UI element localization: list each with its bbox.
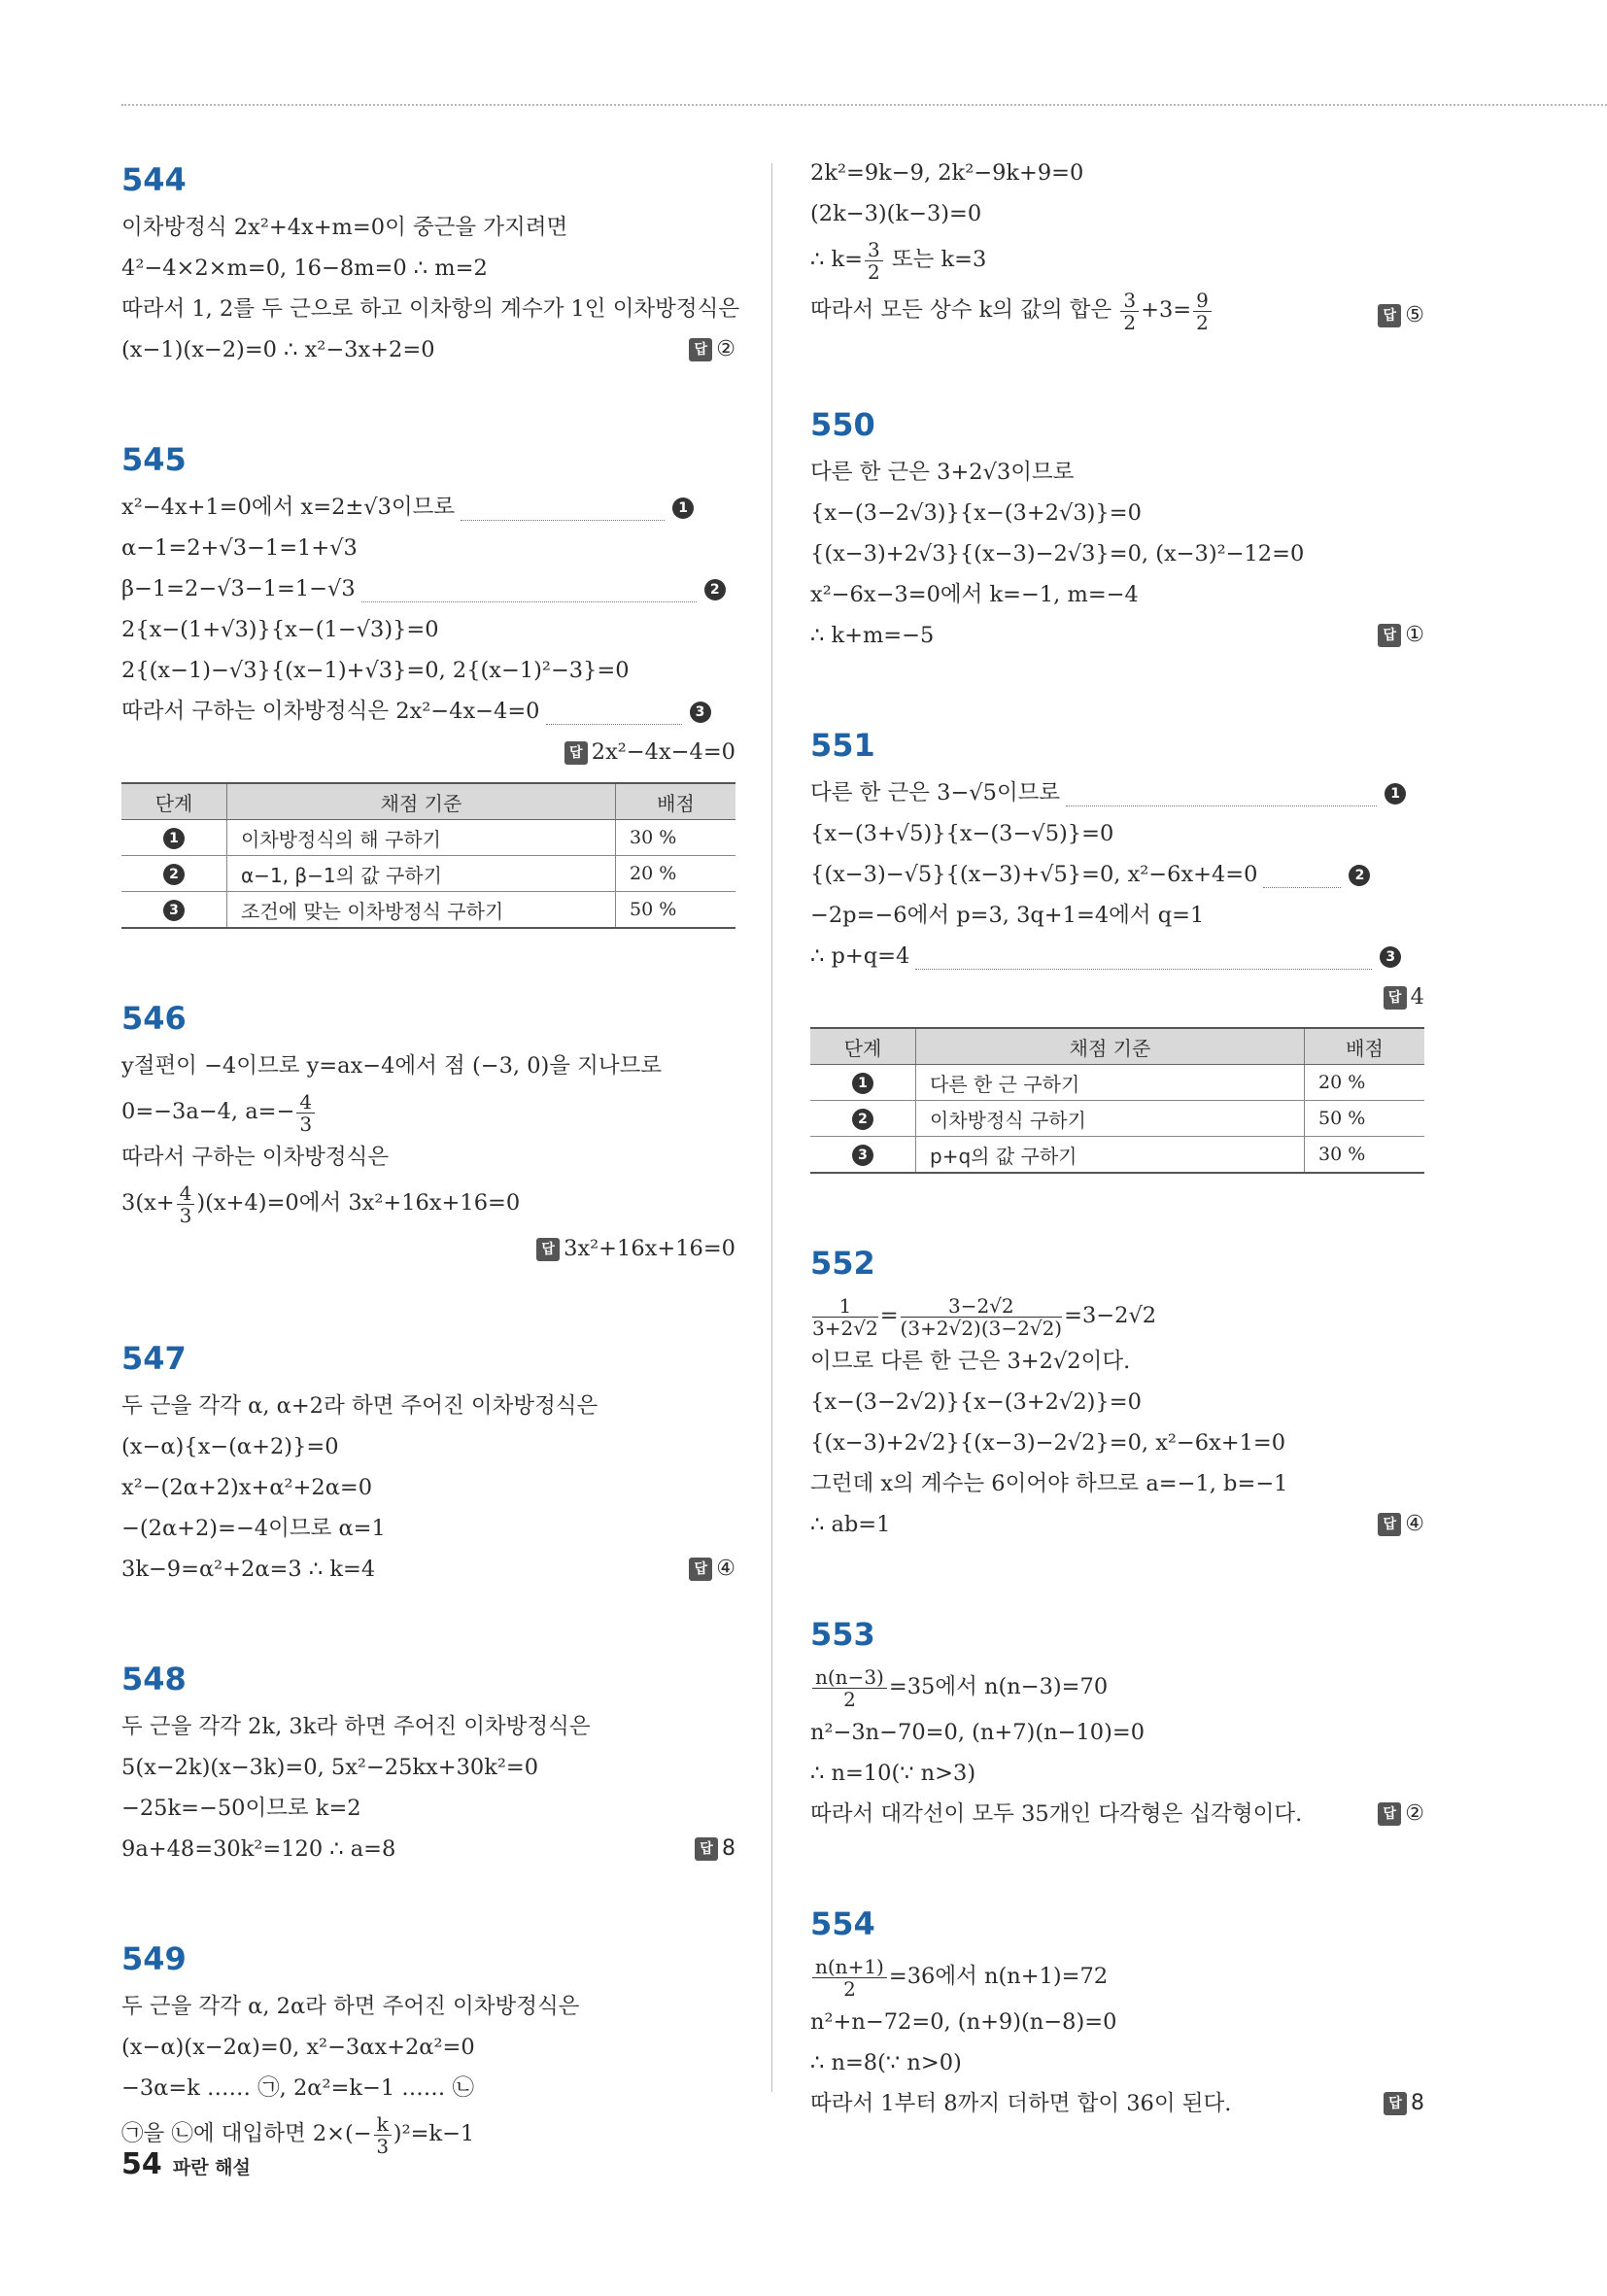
problem-number: 550: [810, 406, 875, 443]
answer-value: ②: [716, 337, 735, 361]
solution-line: {(x−3)+2√2}{(x−3)−2√2}=0, x²−6x+1=0: [810, 1430, 1286, 1456]
step-cell: [121, 892, 227, 929]
problem-546: [121, 999, 735, 1269]
solution-line: [810, 1951, 1424, 2002]
step-marker: 2: [852, 1109, 873, 1130]
solution-line: $\frac{1}{3+2√2}$ = $\frac{3-2√2}{(3+2√2)(3-2√2)}$ =3−2√2: [812, 1293, 1157, 1340]
answer-badge: 답: [1378, 1513, 1401, 1536]
solution-line: (2k−3)(k−3)=0: [810, 201, 982, 226]
step-marker: 3: [1380, 946, 1401, 968]
solution-line: n²−3n−70=0, (n+7)(n−10)=0: [810, 1720, 1145, 1745]
step-marker: 3: [852, 1145, 873, 1166]
column-header: 배점: [1305, 1028, 1425, 1065]
solution-line: 4²−4×2×m=0, 16−8m=0 ∴ m=2: [121, 256, 488, 281]
numerator: 3−2√2: [901, 1295, 1063, 1318]
problem-553: [810, 1615, 1424, 1834]
solution-line: ∴ n=10(∵ n>3): [810, 1761, 976, 1786]
solution-text: (x−1)(x−2)=0 ∴ x²−3x+2=0: [121, 337, 435, 362]
column-header: 배점: [616, 783, 736, 820]
solution-line: 2k²=9k−9, 2k²−9k+9=0: [810, 160, 1084, 186]
answer: [1378, 615, 1424, 656]
answer: [1378, 1504, 1424, 1545]
answer-badge: 답: [1384, 2092, 1407, 2115]
leader-dots: [1263, 887, 1341, 888]
table-row: [810, 1065, 1424, 1101]
table-header-row: [121, 783, 735, 820]
solution-text: =3−2√2: [1064, 1303, 1157, 1328]
solution-text: ∴ k=: [810, 247, 863, 272]
solution-line: y절편이 −4이므로 y=ax−4에서 점 (−3, 0)을 지나므로: [121, 1053, 663, 1079]
solution-line: [810, 854, 1424, 895]
denominator: 2: [1196, 310, 1209, 334]
answer-value: 2x²−4x−4=0: [591, 739, 735, 765]
page-number: 54: [121, 2147, 162, 2181]
answer-value: ②: [1405, 1801, 1424, 1826]
solution-text: 또는 k=3: [884, 247, 987, 272]
problem-number: 552: [810, 1245, 875, 1282]
table-row: [121, 856, 735, 892]
problem-number: 546: [121, 1000, 187, 1037]
solution-line: 따라서 구하는 이차방정식은: [121, 1145, 390, 1170]
criterion-cell: 이차방정식 구하기: [916, 1101, 1305, 1137]
leader-dots: [461, 520, 665, 521]
table-row: [810, 1101, 1424, 1137]
answer-badge: 답: [689, 338, 712, 361]
solution-line: [121, 1549, 735, 1590]
solution-line: 이차방정식 2x²+4x+m=0이 중근을 가지려면: [121, 215, 568, 240]
score-cell: 30 %: [1305, 1137, 1425, 1174]
solution-line: 2{x−(1+√3)}{x−(1−√3)}=0: [121, 617, 439, 642]
step-marker: 1: [672, 497, 694, 519]
problem-552: [810, 1244, 1424, 1545]
solution-line: 따라서 1, 2를 두 근으로 하고 이차항의 계수가 1인 이차방정식은: [121, 296, 740, 322]
solution-line: [810, 234, 1424, 285]
solution-line: 이므로 다른 한 근은 3+2√2이다.: [810, 1349, 1131, 1374]
denominator: 2: [843, 1687, 856, 1711]
fraction: [1120, 290, 1139, 333]
score-cell: 20 %: [1305, 1065, 1425, 1101]
numerator: 4: [177, 1182, 195, 1205]
solution-line: 그런데 x의 계수는 6이어야 하므로 a=−1, b=−1: [810, 1471, 1288, 1496]
problem-550: [810, 405, 1424, 656]
solution-line: [810, 615, 1424, 656]
numerator: 9: [1193, 290, 1212, 312]
solution-line: [121, 487, 735, 528]
solution-line: [121, 568, 735, 609]
numerator: n(n−3): [812, 1666, 887, 1689]
answer-value: 8: [722, 1836, 735, 1861]
denominator: 3+2√2: [812, 1316, 878, 1340]
solution-line: [810, 2083, 1424, 2124]
problem-number: 554: [810, 1905, 875, 1942]
problem-number: 547: [121, 1340, 187, 1377]
table-row: [121, 820, 735, 856]
fraction: [374, 2113, 392, 2157]
step-marker: 2: [1349, 865, 1370, 886]
solution-text: =36에서 n(n+1)=72: [888, 1964, 1109, 1989]
solution-text: 9a+48=30k²=120 ∴ a=8: [121, 1836, 396, 1862]
answer: [1378, 291, 1424, 341]
answer-badge: 답: [564, 741, 588, 765]
table-header-row: [810, 1028, 1424, 1065]
step-cell: [810, 1065, 916, 1101]
numerator: 3: [865, 239, 883, 261]
problem-number: 544: [121, 161, 187, 198]
problem-number: 548: [121, 1661, 187, 1697]
answer-badge: 답: [1384, 986, 1407, 1010]
answer: [810, 977, 1424, 1017]
solution-line: −2p=−6에서 p=3, 3q+1=4에서 q=1: [810, 903, 1205, 928]
step-marker: 1: [1385, 783, 1406, 805]
denominator: 3: [376, 2134, 390, 2158]
solution-text: 따라서 모든 상수 k의 값의 합은: [810, 297, 1119, 323]
numerator: 4: [296, 1091, 315, 1114]
answer-badge: 답: [689, 1558, 712, 1581]
solution-line: [810, 772, 1424, 813]
solution-line: (x−α)(x−2α)=0, x²−3αx+2α²=0: [121, 2035, 475, 2060]
problem-number: 549: [121, 1940, 187, 1977]
answer-value: 4: [1410, 984, 1424, 1010]
step-marker: 2: [704, 579, 726, 600]
answer: [121, 732, 735, 772]
solution-text: 0=−3a−4, a=−: [121, 1099, 295, 1124]
numerator: k: [374, 2113, 392, 2136]
answer: [689, 329, 735, 370]
score-cell: 30 %: [616, 820, 736, 856]
solution-line: −25k=−50이므로 k=2: [121, 1796, 361, 1821]
solution-text: =35에서 n(n−3)=70: [888, 1674, 1109, 1699]
step-cell: [121, 820, 227, 856]
page-footer: [121, 2147, 251, 2181]
solution-line: {(x−3)+2√3}{(x−3)−2√3}=0, (x−3)²−12=0: [810, 541, 1305, 566]
problem-547: [121, 1339, 735, 1590]
step-cell: [121, 856, 227, 892]
solution-line: [810, 1662, 1424, 1712]
solution-text: 따라서 대각선이 모두 35개인 다각형은 십각형이다.: [810, 1801, 1303, 1827]
problem-549: [121, 1939, 735, 2159]
solution-line: 5(x−2k)(x−3k)=0, 5x²−25kx+30k²=0: [121, 1755, 539, 1780]
fraction: [812, 1956, 887, 2000]
solution-line: {x−(3+√5)}{x−(3−√5)}=0: [810, 821, 1114, 846]
problem-551: [810, 726, 1424, 1174]
answer-value: ④: [1405, 1512, 1424, 1536]
solution-line: 두 근을 각각 α, 2α라 하면 주어진 이차방정식은: [121, 1994, 580, 2019]
right-column: [810, 160, 1424, 2194]
problem-554: [810, 1904, 1424, 2124]
solution-line: [810, 1504, 1424, 1545]
answer: [1384, 2083, 1424, 2124]
column-header: 단계: [121, 783, 227, 820]
solution-text: 3k−9=α²+2α=3 ∴ k=4: [121, 1557, 376, 1582]
solution-line: [121, 329, 735, 370]
solution-text: +3=: [1141, 297, 1192, 323]
step-marker: 3: [690, 702, 711, 723]
problem-549-continued: [810, 153, 1424, 335]
answer-badge: 답: [1378, 624, 1401, 647]
step-marker: 2: [163, 864, 185, 885]
problem-number: 553: [810, 1616, 875, 1653]
leader-dots: [546, 724, 682, 725]
denominator: (3+2√2)(3−2√2): [900, 1316, 1063, 1340]
solution-line: x²−(2α+2)x+α²+2α=0: [121, 1475, 373, 1500]
solution-text: )²=k−1: [393, 2121, 475, 2146]
score-cell: 50 %: [616, 892, 736, 929]
solution-line: [121, 1178, 735, 1228]
solution-line: 다른 한 근은 3+2√3이므로: [810, 460, 1075, 485]
denominator: 3: [179, 1203, 192, 1227]
solution-line: α−1=2+√3−1=1+√3: [121, 535, 358, 561]
step-marker: 3: [163, 900, 185, 921]
grading-table: [121, 782, 735, 929]
solution-line: [121, 1086, 735, 1137]
fraction: [901, 1295, 1063, 1339]
solution-text: 3(x+: [121, 1190, 175, 1216]
answer-badge: 답: [1378, 1802, 1401, 1826]
left-column: [121, 160, 740, 2229]
criterion-cell: 조건에 맞는 이차방정식 구하기: [227, 892, 616, 929]
problem-544: [121, 160, 740, 370]
solution-line: 2{(x−1)−√3}{(x−1)+√3}=0, 2{(x−1)²−3}=0: [121, 658, 630, 683]
answer: [121, 1228, 735, 1269]
answer: [695, 1829, 735, 1869]
answer-value: ⑤: [1405, 303, 1424, 327]
column-header: 채점 기준: [916, 1028, 1305, 1065]
problem-number: 551: [810, 727, 875, 764]
criterion-cell: 다른 한 근 구하기: [916, 1065, 1305, 1101]
fraction: [1193, 290, 1212, 333]
solution-text: β−1=2−√3−1=1−√3: [121, 576, 356, 601]
solution-line: −3α=k …… ㉠, 2α²=k−1 …… ㉡: [121, 2075, 474, 2101]
denominator: 2: [1123, 310, 1137, 334]
leader-dots: [361, 601, 697, 602]
solution-text: ∴ k+m=−5: [810, 623, 935, 648]
answer-value: 8: [1411, 2091, 1424, 2115]
solution-text: 따라서 1부터 8까지 더하면 합이 36이 된다.: [810, 2091, 1232, 2116]
numerator: 1: [812, 1295, 878, 1318]
fraction: [865, 239, 883, 283]
top-dotted-rule: [121, 104, 1607, 106]
solution-text: 다른 한 근은 3−√5이므로: [810, 780, 1061, 805]
solution-text: ∴ p+q=4: [810, 943, 910, 969]
answer-value: ④: [716, 1557, 735, 1581]
solution-line: [810, 936, 1424, 977]
answer-value: ①: [1405, 623, 1424, 647]
column-header: 채점 기준: [227, 783, 616, 820]
criterion-cell: p+q의 값 구하기: [916, 1137, 1305, 1174]
solution-line: [121, 691, 735, 732]
solution-text: {(x−3)−√5}{(x−3)+√5}=0, x²−6x+4=0: [810, 862, 1258, 887]
solution-line: [810, 285, 1424, 335]
solution-line: ∴ n=8(∵ n>0): [810, 2050, 962, 2075]
solution-line: [121, 1829, 735, 1869]
solution-text: )(x+4)=0에서 3x²+16x+16=0: [196, 1190, 521, 1216]
answer-badge: 답: [536, 1238, 560, 1261]
answer: [1378, 1794, 1424, 1834]
solution-line: {x−(3−2√3)}{x−(3+2√3)}=0: [810, 500, 1142, 526]
leader-dots: [915, 969, 1372, 970]
score-cell: 20 %: [616, 856, 736, 892]
numerator: 3: [1120, 290, 1139, 312]
solution-line: [810, 1794, 1424, 1834]
solution-line: 두 근을 각각 α, α+2라 하면 주어진 이차방정식은: [121, 1393, 598, 1419]
table-row: [121, 892, 735, 929]
column-header: 단계: [810, 1028, 916, 1065]
step-cell: [810, 1101, 916, 1137]
leader-dots: [1066, 805, 1377, 806]
fraction: [296, 1091, 315, 1135]
solution-text: ㉠을 ㉡에 대입하면 2×(−: [121, 2121, 372, 2146]
column-divider: [771, 163, 772, 2092]
table-row: [810, 1137, 1424, 1174]
problem-548: [121, 1660, 735, 1869]
answer-badge: 답: [695, 1837, 718, 1861]
solution-text: ∴ ab=1: [810, 1512, 891, 1537]
solution-line: (x−α){x−(α+2)}=0: [121, 1434, 339, 1459]
fraction: [177, 1182, 195, 1226]
denominator: 2: [843, 1976, 856, 2001]
problem-number: 545: [121, 441, 187, 478]
solution-text: 따라서 구하는 이차방정식은 2x²−4x−4=0: [121, 699, 540, 724]
fraction: [812, 1295, 878, 1339]
step-marker: 1: [852, 1073, 873, 1094]
solution-text: x²−4x+1=0에서 x=2±√3이므로: [121, 495, 456, 520]
solution-line: {x−(3−2√2)}{x−(3+2√2)}=0: [810, 1389, 1142, 1415]
step-cell: [810, 1137, 916, 1174]
score-cell: 50 %: [1305, 1101, 1425, 1137]
numerator: n(n+1): [812, 1956, 887, 1978]
fraction: [812, 1666, 887, 1710]
solution-line: 두 근을 각각 2k, 3k라 하면 주어진 이차방정식은: [121, 1714, 591, 1739]
denominator: 3: [299, 1112, 313, 1136]
denominator: 2: [867, 259, 880, 284]
answer-badge: 답: [1378, 304, 1401, 327]
answer: [689, 1549, 735, 1590]
solution-line: x²−6x−3=0에서 k=−1, m=−4: [810, 582, 1139, 607]
problem-545: [121, 440, 735, 929]
criterion-cell: 이차방정식의 해 구하기: [227, 820, 616, 856]
criterion-cell: α−1, β−1의 값 구하기: [227, 856, 616, 892]
step-marker: 1: [163, 828, 185, 849]
solution-line: n²+n−72=0, (n+9)(n−8)=0: [810, 2009, 1117, 2035]
answer-value: 3x²+16x+16=0: [564, 1236, 735, 1261]
page-label: 파란 해설: [172, 2157, 251, 2178]
grading-table: [810, 1027, 1424, 1174]
solution-line: −(2α+2)=−4이므로 α=1: [121, 1516, 386, 1541]
